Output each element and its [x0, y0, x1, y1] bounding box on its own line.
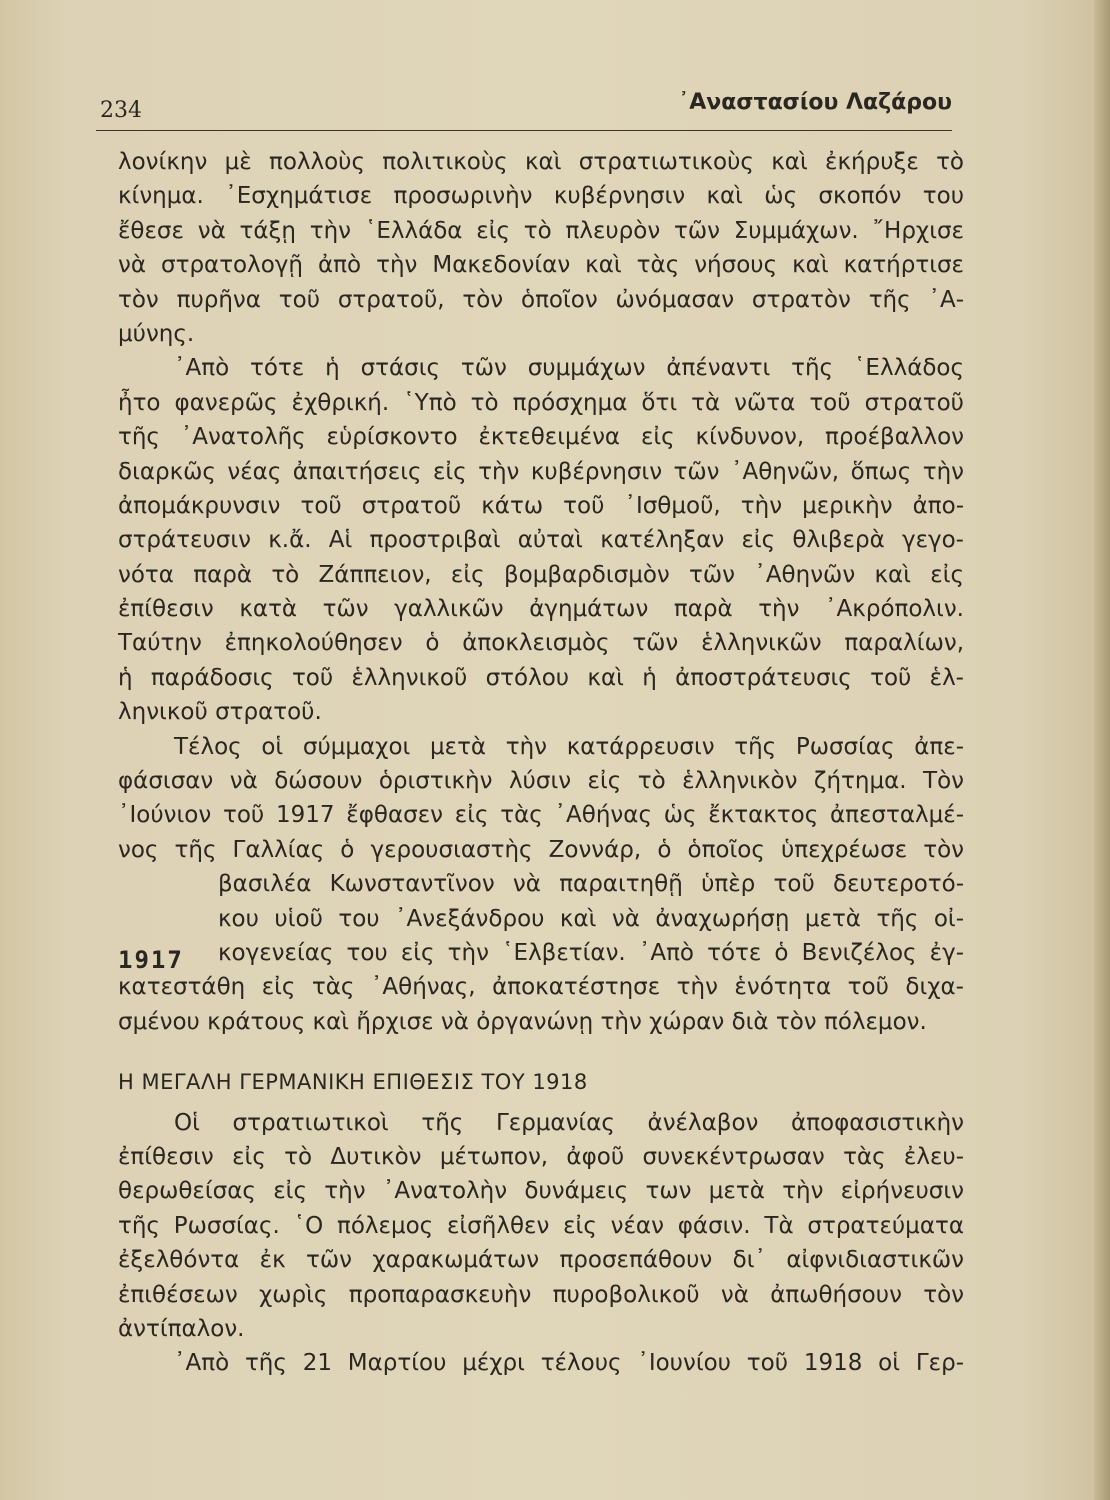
page-number: 234 [100, 98, 142, 123]
text-line: νος τῆς Γαλλίας ὁ γερουσιαστὴς Ζοννάρ, ὁ ὁποῖος ὑπεχρέωσε τὸν [118, 836, 964, 863]
text-line: κου υἱοῦ του ᾿Ανεξάνδρου καὶ νὰ ἀναχωρήσῃ μετὰ τῆς οἰ- [218, 905, 964, 932]
text-line: Ταύτην ἐπηκολούθησεν ὁ ἀποκλεισμὸς τῶν ἑλληνικῶν παραλίων, [118, 630, 964, 657]
text-line: νότα παρὰ τὸ Ζάππειον, εἰς βομβαρδισμὸν τῶν ᾿Αθηνῶν καὶ εἰς [118, 561, 964, 588]
text-line: ᾿Ιούνιον τοῦ 1917 ἔφθασεν εἰς τὰς ᾿Αθήνας ὡς ἔκτακτος ἀπεσταλμέ- [118, 802, 964, 829]
section-gap [118, 1039, 964, 1059]
text-line: μύνης. [118, 320, 195, 347]
paragraph-2 [118, 351, 964, 729]
text-line: βασιλέα Κωνσταντῖνον νὰ παραιτηθῇ ὑπὲρ τοῦ δευτεροτό- [218, 871, 964, 898]
text-line: τὸν πυρῆνα τοῦ στρατοῦ, τὸν ὁποῖον ὠνόμασαν στρατὸν τῆς ᾿Α- [118, 286, 964, 313]
text-line: ἐξελθόντα ἐκ τῶν χαρακωμάτων προσεπάθουν δι᾿ αἰφνιδιαστικῶν [118, 1247, 964, 1274]
text-line: ἡ παράδοσις τοῦ ἑλληνικοῦ στόλου καὶ ἡ ἀποστράτευσις τοῦ ἑλ- [118, 664, 964, 691]
section-title: Η ΜΕΓΑΛΗ ΓΕΡΜΑΝΙΚΗ ΕΠΙΘΕΣΙΣ ΤΟΥ 1918 [118, 1070, 588, 1095]
paragraph-4 [118, 1106, 964, 1347]
text-line: ἔθεσε νὰ τάξῃ τὴν ῾Ελλάδα εἰς τὸ πλευρὸν τῶν Συμμάχων. ῎Ηρχισε [118, 217, 964, 244]
text-line: νὰ στρατολογῇ ἀπὸ τὴν Μακεδονίαν καὶ τὰς νήσους καὶ κατήρτισε [118, 252, 964, 279]
paragraph-1 [118, 145, 964, 351]
margin-year: 1917 [118, 946, 184, 974]
page-header [96, 84, 952, 131]
text-line: στράτευσιν κ.ἄ. Αἱ προστριβαὶ αὐταὶ κατέληξαν εἰς θλιβερὰ γεγο- [118, 527, 964, 554]
text-line: σμένου κράτους καὶ ἤρχισε νὰ ὀργανώνῃ τὴν χώραν διὰ τὸν πόλεμον. [118, 1008, 927, 1035]
body-text [118, 145, 964, 1381]
text-line: ἀπομάκρυνσιν τοῦ στρατοῦ κάτω τοῦ ᾿Ισθμοῦ, τὴν μερικὴν ἀπο- [118, 492, 964, 519]
text-line: ληνικοῦ στρατοῦ. [118, 699, 322, 726]
text-line: θερωθείσας εἰς τὴν ᾿Ανατολὴν δυνάμεις των μετὰ τὴν εἰρήνευσιν [118, 1178, 964, 1205]
text-line: τῆς Ρωσσίας. ῾Ο πόλεμος εἰσῆλθεν εἰς νέαν φάσιν. Τὰ στρατεύματα [118, 1212, 964, 1239]
text-line: ἦτο φανερῶς ἐχθρική. ῾Υπὸ τὸ πρόσχημα ὅτι τὰ νῶτα τοῦ στρατοῦ [118, 389, 964, 416]
text-line: φάσισαν νὰ δώσουν ὁριστικὴν λύσιν εἰς τὸ ἑλληνικὸν ζήτημα. Τὸν [118, 768, 964, 795]
paragraph-5 [118, 1346, 964, 1380]
text-line: ᾿Απὸ τῆς 21 Μαρτίου μέχρι τέλους ᾿Ιουνίου τοῦ 1918 οἱ Γερ- [174, 1350, 964, 1377]
text-line: ἐπίθεσιν κατὰ τῶν γαλλικῶν ἀγημάτων παρὰ τὴν ᾿Ακρόπολιν. [118, 596, 964, 623]
text-line: ἐπιθέσεων χωρὶς προπαρασκευὴν πυροβολικοῦ νὰ ἀπωθήσουν τὸν [118, 1281, 964, 1308]
text-line: ἀντίπαλον. [118, 1315, 245, 1342]
text-line: κίνημα. ᾿Εσχημάτισε προσωρινὴν κυβέρνησιν καὶ ὡς σκοπόν του [118, 183, 964, 210]
paragraph-3 [118, 730, 964, 1040]
text-line: ᾿Απὸ τότε ἡ στάσις τῶν συμμάχων ἀπέναντι τῆς ῾Ελλάδος [174, 355, 964, 382]
running-head: ᾿Αναστασίου Λαζάρου [678, 90, 952, 115]
text-line: Τέλος οἱ σύμμαχοι μετὰ τὴν κατάρρευσιν τῆς Ρωσσίας ἀπε- [174, 733, 964, 760]
text-line: ἐπίθεσιν εἰς τὸ Δυτικὸν μέτωπον, ἀφοῦ συνεκέντρωσαν τὰς ἐλευ- [118, 1143, 964, 1170]
text-line: κατεστάθη εἰς τὰς ᾿Αθήνας, ἀποκατέστησε τὴν ἑνότητα τοῦ διχα- [118, 974, 964, 1001]
text-line: τῆς ᾿Ανατολῆς εὑρίσκοντο ἐκτεθειμένα εἰς κίνδυνον, προέβαλλον [118, 424, 964, 451]
text-line: διαρκῶς νέας ἀπαιτήσεις εἰς τὴν κυβέρνησιν τῶν ᾿Αθηνῶν, ὅπως τὴν [118, 458, 964, 485]
text-line: κογενείας του εἰς τὴν ῾Ελβετίαν. ᾿Απὸ τότε ὁ Βενιζέλος ἐγ- [218, 939, 964, 966]
page-edge [1094, 0, 1110, 1500]
text-line: λονίκην μὲ πολλοὺς πολιτικοὺς καὶ στρατιωτικοὺς καὶ ἐκήρυξε τὸ [118, 149, 964, 175]
text-line: Οἱ στρατιωτικοὶ τῆς Γερμανίας ἀνέλαβον ἀποφασιστικὴν [174, 1109, 964, 1136]
